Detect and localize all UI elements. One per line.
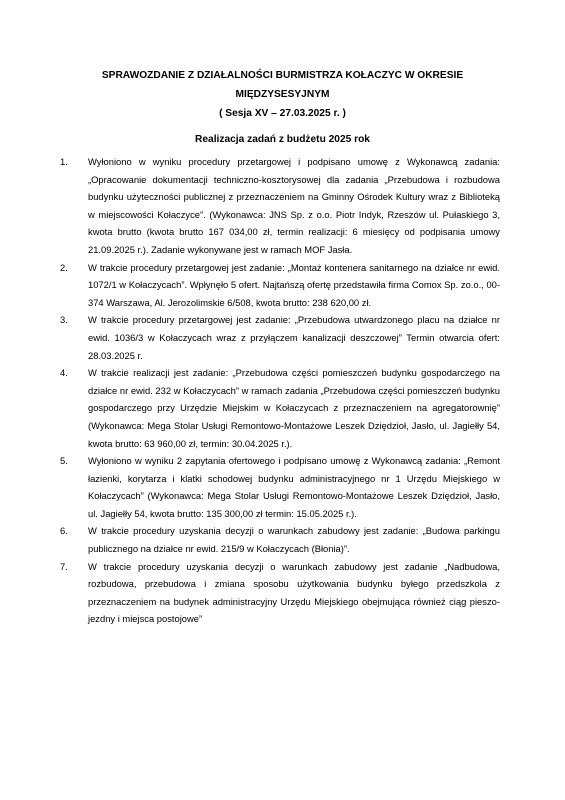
section-heading: Realizacja zadań z budżetu 2025 rok <box>195 134 370 145</box>
list-item <box>60 311 500 364</box>
list-item-text: Wyłoniono w wyniku 2 zapytania ofertowego i podpisano umowę z Wykonawcą zadania: „Remont łazienki, korytarza i klatki schodowej budynku administracyjnego nr 1 Urzędu Miejskiego w Kołaczycach” (Wykonawca: Mega Stolar Usługi Remontowo-Montażowe Leszek Dziędzioł, Jasło, ul. Jagiełły 54, kwota brutto: 135 300,00 zł termin: 15.05.2025 r.). <box>88 455 500 519</box>
document-session-date: ( Sesja XV – 27.03.2025 r. ) <box>219 108 346 119</box>
list-item <box>60 364 500 452</box>
list-item <box>60 522 500 557</box>
task-list <box>60 153 500 628</box>
list-item-number: 3. <box>60 314 68 326</box>
list-item-text: W trakcie procedury uzyskania decyzji o warunkach zabudowy jest zadanie: „Budowa parkingu publicznego na działce nr ewid. 215/9 w Kołaczycach (Błonia)”. <box>88 525 500 555</box>
list-item <box>60 452 500 522</box>
list-item-number: 1. <box>60 156 68 167</box>
list-item-text: W trakcie procedury uzyskania decyzji o warunkach zabudowy jest zadanie „Nadbudowa, rozbudowa, przebudowa i zmiana sposobu użytkowania budynku byłego przedszkola z przeznaczeniem na budynek administracyjny Urzędu Miejskiego obejmująca również ciąg pieszo-jezdny i miejsca postojowe” <box>88 560 500 625</box>
list-item-text: Wyłoniono w wyniku procedury przetargowej i podpisano umowę z Wykonawcą zadania: „Opracowanie dokumentacji techniczno-kosztorysowej dla zadania „Przebudowa i rozbudowa budynku użyteczności publicznej z przeznaczeniem na Gminny Ośrodek Kultury wraz z Biblioteką w miejscowości Kołaczyce”. (Wykonawca: JNS Sp. z o.o. Piotr Indyk, Rzeszów ul. Pułaskiego 3, kwota brutto (kwota brutto 167 034,00 zł, termin realizacji: 6 miesięcy od podpisania umowy 21.09.2025 r.). Zadanie wykonywane jest w ramach MOF Jasła. <box>88 156 500 255</box>
list-item-text: W trakcie procedury przetargowej jest zadanie: „Montaż kontenera sanitarnego na działce nr ewid. 1072/1 w Kołaczycach”. Wpłynęło 5 ofert. Najtańszą ofertę przedstawiła firma Comox Sp. zo.o., 00-374 Warszawa, Al. Jerozolimskie 6/508, kwota brutto: 238 620,00 zł. <box>88 261 500 308</box>
document-title-line-2: MIĘDZYSESYJNYM <box>235 89 330 100</box>
list-item-number: 2. <box>60 261 68 273</box>
list-item-text: W trakcie realizacji jest zadanie: „Przebudowa części pomieszczeń budynku gospodarczego na działce nr ewid. 232 w Kołaczycach” w ramach zadania „Przebudowa części pomieszczeń budynku gospodarczego przy Urzędzie Miejskim w Kołaczycach z przeznaczeniem na agregatorownię” (Wykonawca: Mega Stolar Usługi Remontowo-Montażowe Leszek Dziędzioł, Jasło, ul. Jagiełły 54, kwota brutto: 63 960,00 zł, termin: 30.04.2025 r.). <box>88 367 500 449</box>
list-item <box>60 558 500 628</box>
list-item-number: 6. <box>60 525 68 537</box>
list-item <box>60 153 500 259</box>
list-item-number: 5. <box>60 455 68 467</box>
list-item <box>60 259 500 312</box>
list-item-number: 7. <box>60 560 68 572</box>
list-item-number: 4. <box>60 367 68 379</box>
document-title-line-1: SPRAWOZDANIE Z DZIAŁALNOŚCI BURMISTRZA KOŁACZYC W OKRESIE <box>101 70 464 81</box>
list-item-text: W trakcie procedury przetargowej jest zadanie: „Przebudowa utwardzonego placu na działce nr ewid. 1036/3 w Kołaczycach wraz z przyłączem kanalizacji deszczowej” Termin otwarcia ofert: 28.03.2025 r. <box>88 314 500 361</box>
